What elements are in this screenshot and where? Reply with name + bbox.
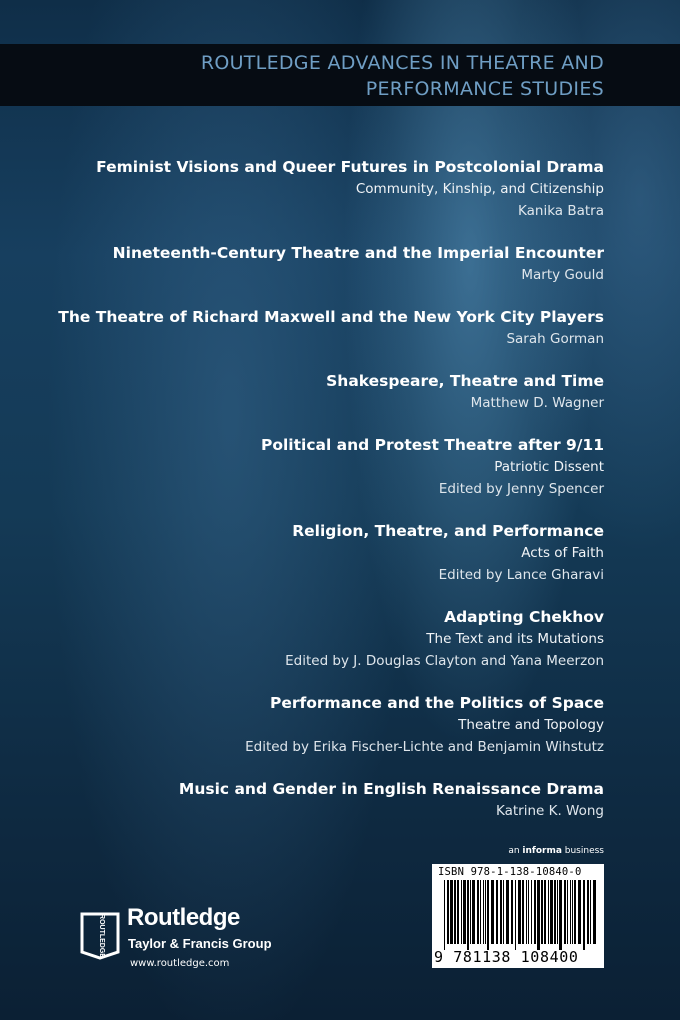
barcode-bar [590, 880, 591, 944]
barcode-bar [470, 880, 471, 944]
publisher-name: Routledge [127, 904, 240, 931]
barcode-bar [515, 880, 516, 950]
barcode-bar [518, 880, 521, 944]
barcode-bar [447, 880, 449, 944]
barcode-bar [483, 880, 484, 944]
book-entry [4, 156, 604, 222]
barcode-bar [487, 880, 489, 950]
book-entry [4, 778, 604, 822]
barcode-bar [574, 880, 576, 944]
barcode-bar [491, 880, 494, 944]
book-entry [4, 242, 604, 286]
book-title: Political and Protest Theatre after 9/11 [260, 436, 604, 454]
book-subtitle: Patriotic Dissent [494, 459, 604, 475]
ean-digits: 9 781138 108400 [434, 948, 579, 966]
barcode-bar [570, 880, 571, 944]
barcode-bar [578, 880, 581, 944]
barcode-bar [534, 880, 536, 944]
barcode-bar [472, 880, 475, 944]
barcode-bar [457, 880, 459, 944]
isbn-number: ISBN 978-1-138-10840-0 [438, 866, 582, 878]
book-author: Marty Gould [521, 267, 604, 283]
barcode-bar [503, 880, 504, 944]
book-subtitle: Acts of Faith [521, 545, 604, 561]
book-author: Kanika Batra [518, 203, 604, 219]
book-title: The Theatre of Richard Maxwell and the New York City Players [58, 308, 604, 326]
barcode-bar [544, 880, 546, 944]
barcode-bar [480, 880, 481, 944]
barcode-bar [496, 880, 498, 944]
book-author: Katrine K. Wong [495, 803, 604, 819]
barcode-bar [557, 880, 558, 944]
book-author: Edited by Jenny Spencer [438, 481, 604, 497]
svg-text:ROUTLEDGE: ROUTLEDGE [98, 914, 105, 958]
barcode-bar [572, 880, 573, 944]
isbn-barcode [432, 864, 604, 968]
barcode-bar [559, 880, 562, 950]
book-entry [4, 606, 604, 672]
book-author: Matthew D. Wagner [470, 395, 604, 411]
barcode-bar [541, 880, 543, 944]
barcode-bar [593, 880, 596, 944]
barcode-bar [548, 880, 549, 944]
book-entry [4, 306, 604, 350]
barcode-bar [526, 880, 527, 944]
barcode-bar [485, 880, 486, 944]
book-title: Feminist Visions and Queer Futures in Postcolonial Drama [96, 158, 604, 176]
barcode-bar [506, 880, 509, 944]
barcode-bar [554, 880, 556, 944]
barcode-bar [477, 880, 479, 944]
series-title-line-1: ROUTLEDGE ADVANCES IN THEATRE AND [200, 52, 604, 74]
barcode-bar [461, 880, 462, 944]
book-author: Edited by Lance Gharavi [438, 567, 604, 583]
book-subtitle: The Text and its Mutations [426, 631, 604, 647]
barcode-bar [463, 880, 466, 944]
barcode-bar [587, 880, 589, 944]
barcode-bar [522, 880, 524, 944]
barcode-bar [537, 880, 540, 950]
book-author: Sarah Gorman [506, 331, 604, 347]
book-title: Adapting Chekhov [444, 608, 604, 626]
book-entry [4, 692, 604, 758]
book-entry [4, 520, 604, 586]
book-author: Edited by J. Douglas Clayton and Yana Meerzon [285, 653, 604, 669]
routledge-mark-icon [80, 910, 120, 960]
barcode-bar [567, 880, 568, 944]
barcode-bar [564, 880, 566, 944]
book-entry [4, 434, 604, 500]
barcode-bar [531, 880, 532, 944]
publisher-group: Taylor & Francis Group [128, 936, 272, 951]
book-title: Nineteenth-Century Theatre and the Imperial Encounter [112, 244, 604, 262]
book-title: Music and Gender in English Renaissance Drama [178, 780, 604, 798]
barcode-bar [528, 880, 529, 944]
book-title: Religion, Theatre, and Performance [292, 522, 604, 540]
book-list [4, 156, 604, 842]
barcode-bar [454, 880, 456, 944]
barcode-bar [550, 880, 553, 944]
book-title: Performance and the Politics of Space [269, 694, 604, 712]
barcode-bars [444, 880, 598, 950]
series-title [201, 50, 604, 102]
barcode-bar [511, 880, 513, 944]
informa-business-tag: an informa business [508, 846, 604, 856]
book-author: Edited by Erika Fischer-Lichte and Benjamin Wihstutz [245, 739, 604, 755]
book-subtitle: Theatre and Topology [458, 717, 604, 733]
barcode-bar [500, 880, 502, 944]
book-subtitle: Community, Kinship, and Citizenship [355, 181, 604, 197]
barcode-bar [450, 880, 453, 944]
publisher-url: www.routledge.com [130, 958, 230, 969]
book-title: Shakespeare, Theatre and Time [326, 372, 604, 390]
barcode-bar [444, 880, 445, 950]
barcode-bar [583, 880, 585, 950]
series-title-line-2: PERFORMANCE STUDIES [365, 78, 604, 100]
barcode-bar [467, 880, 469, 950]
book-entry [4, 370, 604, 414]
